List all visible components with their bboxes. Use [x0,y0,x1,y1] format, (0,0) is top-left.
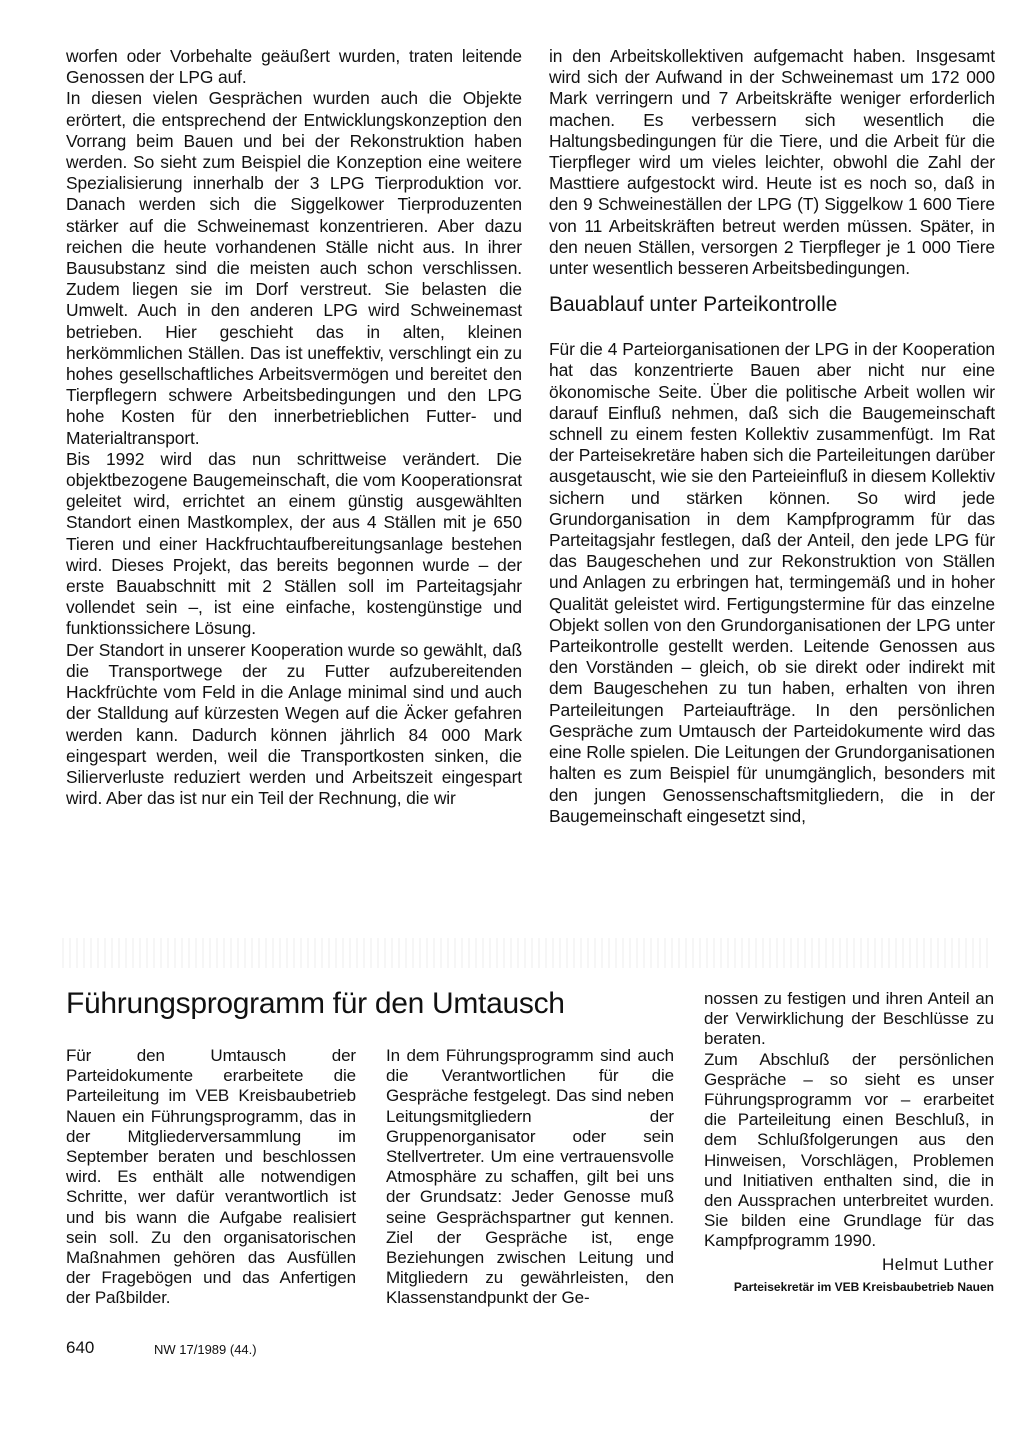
issue-label: NW 17/1989 (44.) [154,1342,257,1357]
paragraph: nossen zu festigen und ihren Anteil an der Verwirklichung der Beschlüsse zu beraten. [704,989,994,1049]
paragraph: In dem Führungsprogramm sind auch die Verantwortlichen für die Gespräche festgelegt. Das sind neben Leitungsmitgliedern der Gruppenorganisator oder sein Stellvertreter. Um eine vertrauensvolle Atmosphäre zu schaffen, gilt bei uns der Grundsatz: Jeder Genosse muß seine Gesprächspartner gut kennen. Ziel der Gespräche ist, enge Beziehungen zwischen Leitung und Mitgliedern zu gewährleisten, den Klassenstandpunkt der Ge- [386,1046,674,1308]
faded-divider-band [62,938,992,968]
lower-column-1 [66,1046,356,1309]
paragraph: Zum Abschluß der persönlichen Gespräche – so sieht es unser Führungsprogramm vor – erarbeitet die Parteileitung einen Beschluß, in dem Schlußfolgerungen aus den Hinweisen, Vorschlägen, Problemen und Initiativen enthalten sind, die in den Aussprachen unterbreitet wurden. Sie bilden eine Grundlage für das Kampfprogramm 1990. [704,1049,994,1251]
top-left-column [66,46,522,809]
paragraph: worfen oder Vorbehalte geäußert wurden, traten leitende Genossen der LPG auf. [66,46,522,88]
lower-column-2 [386,1046,674,1309]
article-title: Führungsprogramm für den Umtausch [66,987,565,1020]
paragraph: Der Standort in unserer Kooperation wurde so gewählt, daß die Transportwege der zu Futter aufzubereitenden Hackfrüchte vom Feld in die Anlage minimal sind und auch der Stalldung auf kürzesten Wegen auf die Äcker gefahren werden kann. Dadurch können jährlich 84 000 Mark eingespart werden, weil die Transportkosten sinken, die Silierverluste reduziert werden und Arbeitszeit eingespart wird. Aber das ist nur ein Teil der Rechnung, die wir [66,639,522,809]
paragraph: Für den Umtausch der Parteidokumente erarbeitete die Parteileitung im VEB Kreisbaubetrieb Nauen ein Führungsprogramm, das in der Mitgliederversammlung im September beraten und beschlossen wird. Es enthält alle notwendigen Schritte, wer dafür verantwortlich ist und bis wann die Aufgabe realisiert sein soll. Zu den organisatorischen Maßnahmen gehören das Ausfüllen der Fragebögen und das Anfertigen der Paßbilder. [66,1046,356,1308]
paragraph: in den Arbeitskollektiven aufgemacht haben. Insgesamt wird sich der Aufwand in der Schweinemast um 172 000 Mark verringern und 7 Arbeitskräfte weniger erforderlich machen. Es verbessern sich wesentlich die Haltungsbedingungen für die Tiere, und die Arbeit für die Tierpfleger wird um vieles leichter, obwohl die Zahl der Masttiere aufgestockt wird. Heute ist es noch so, daß in den 9 Schweineställen der LPG (T) Siggelkow 1 600 Tiere von 11 Arbeitskräften betreut werden müssen. Später, in den neuen Ställen, versorgen 2 Tierpfleger je 1 000 Tiere unter wesentlich besseren Arbeitsbedingungen. [549,46,995,279]
paragraph: Für die 4 Parteiorganisationen der LPG in der Kooperation hat das konzentrierte Bauen aber nicht nur eine ökonomische Seite. Über die politische Arbeit wollen wir darauf Einfluß nehmen, daß sich die Baugemeinschaft schnell zu einem festen Kollektiv zusammenfügt. Im Rat der Parteisekretäre haben sich die Parteileitungen darüber ausgetauscht, wie sie den Parteieinfluß in diesem Kollektiv sichern und stärken können. So wird jede Grundorganisation in dem Kampfprogramm für das Parteitagsjahr festlegen, daß der Anteil, den jede LPG für das Baugeschehen und zur Rekonstruktion von Ställen und Anlagen zu erbringen hat, termingemäß und in hoher Qualität geleistet wird. Fertigungstermine für das einzelne Objekt sollen von den Grundorganisationen der LPG unter Parteikontrolle gestellt werden. Leitende Genossen aus den Vorständen – gleich, ob sie direkt oder indirekt mit dem Baugeschehen zu tun haben, erhalten von ihren Parteileitungen Parteiaufträge. In den persönlichen Gespräche zum Umtausch der Parteidokumente wird das eine Rolle spielen. Die Leitungen der Grundorganisationen halten es zum Beispiel für unumgänglich, besonders mit den jungen Genossenschaftsmitgliedern, die in der Baugemeinschaft eingesetzt sind, [549,339,995,826]
top-right-column [549,46,995,827]
section-subheading: Bauablauf unter Parteikontrolle [549,293,838,317]
paragraph: Bis 1992 wird das nun schrittweise verändert. Die objektbezogene Baugemeinschaft, die vom Kooperationsrat geleitet wird, errichtet an einem günstig ausgewählten Standort einen Mastkomplex, der aus 4 Ställen mit je 650 Tieren und einer Hackfruchtaufbereitungsanlage bestehen wird. Dieses Projekt, das bereits begonnen wurde – der erste Bauabschnitt mit 2 Ställen soll im Parteitagsjahr vollendet sein –, ist eine einfache, kostengünstige und funktionssichere Lösung. [66,448,522,639]
page-number: 640 [66,1338,95,1357]
lower-column-3 [704,989,994,1295]
author-role: Parteisekretär im VEB Kreisbaubetrieb Nauen [733,1279,994,1294]
paragraph: In diesen vielen Gesprächen wurden auch die Objekte erörtert, die entsprechend der Entwicklungskonzeption den Vorrang beim Bauen und bei der Rekonstruktion haben werden. So sieht zum Beispiel die Konzeption eine weitere Spezialisierung innerhalb der 3 LPG Tierproduktion vor. Danach werden sich die Siggelkower Tierproduzenten stärker auf die Schweinemast konzentrieren. Aber dazu reichen die heute vorhandenen Ställe nicht aus. In ihrer Bausubstanz sind die meisten auch schon verschlissen. Zudem liegen sie im Dorf verstreut. Sie belasten die Umwelt. Auch in den anderen LPG wird Schweinemast betrieben. Hier geschieht das in alten, kleinen herkömmlichen Ställen. Das ist uneffektiv, verschlingt ein zu hohes gesellschaftliches Arbeitsvermögen und bereitet den Tierpflegern schwere Arbeitsbedingungen und den LPG hohe Kosten für den innerbetrieblichen Futter- und Materialtransport. [66,88,522,448]
author-name: Helmut Luther [882,1254,994,1274]
